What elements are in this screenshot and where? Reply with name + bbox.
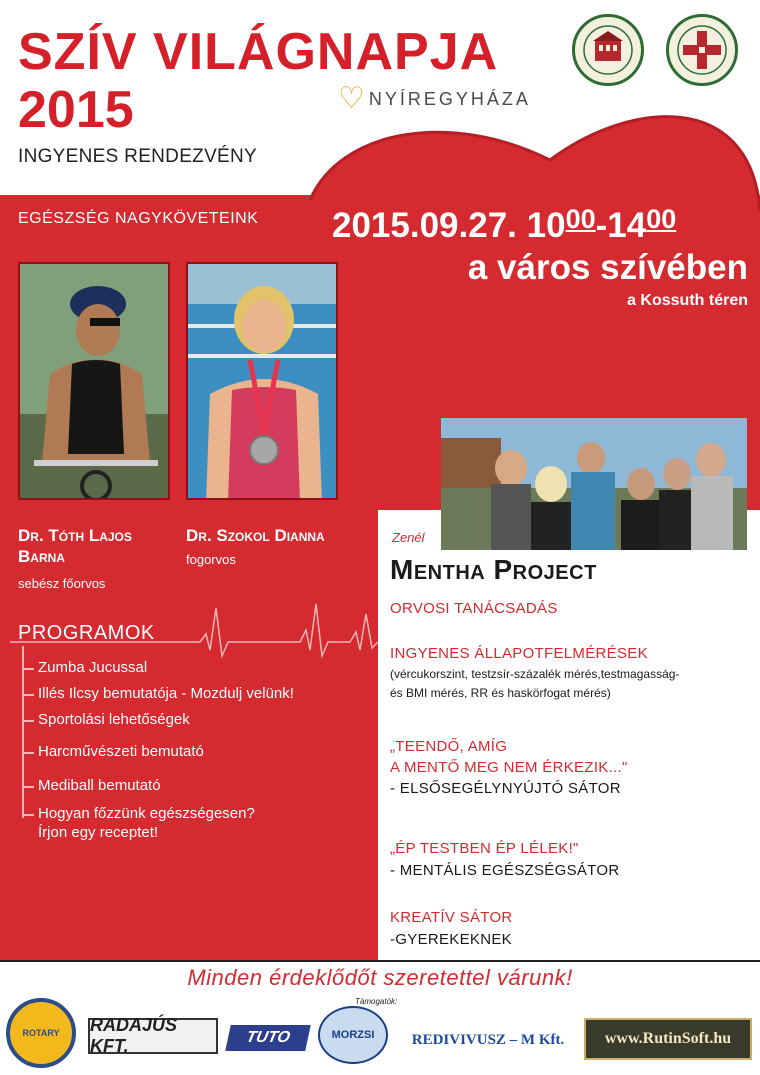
event-end-hour: 14 xyxy=(607,206,647,245)
hospital-cross-seal-icon xyxy=(666,14,738,86)
rotary-logo-icon: ROTARY xyxy=(6,998,76,1068)
service-first-aid-quote: A MENTŐ MEG NEM ÉRKEZIK..." xyxy=(390,759,628,776)
event-time-sep: - xyxy=(595,206,608,245)
service-first-aid-quote: „TEENDŐ, AMÍG xyxy=(390,738,508,755)
poster-year: 2015 xyxy=(18,81,134,139)
program-item: Sportolási lehetőségek xyxy=(22,711,190,728)
band-name: Mentha Project xyxy=(390,554,597,585)
rutinsoft-logo-icon: www.RutinSoft.hu xyxy=(584,1018,752,1060)
doctor-1-name: Dr. Tóth Lajos Barna xyxy=(18,526,132,567)
program-item: Hogyan főzzünk egészségesen? xyxy=(22,805,255,822)
supporters-label: Támogatók: xyxy=(355,997,398,1006)
program-item: Harcművészeti bemutató xyxy=(22,743,204,760)
music-label: Zenél xyxy=(392,530,425,545)
event-date-time xyxy=(332,206,676,243)
doctor-1-role: sebész főorvos xyxy=(18,576,106,591)
county-hospital-seal-icon xyxy=(572,14,644,86)
doctor-2-name: Dr. Szokol Dianna xyxy=(186,526,325,545)
morzsi-logo-icon: MORZSI xyxy=(318,1006,388,1064)
service-consulting: ORVOSI TANÁCSADÁS xyxy=(390,600,558,617)
program-item-continued: Írjon egy receptet! xyxy=(38,824,159,841)
event-place: a város szívében xyxy=(467,248,748,287)
program-item: Mediball bemutató xyxy=(22,777,161,794)
program-item: Illés Ilcsy bemutatója - Mozdulj velünk! xyxy=(22,685,294,702)
free-event-label: INGYENES RENDEZVÉNY xyxy=(18,146,258,167)
service-assessment-detail: (vércukorszint, testzsír-százalék mérés,testmagasság- xyxy=(390,667,680,681)
radajus-logo-icon: RADAJÚS KFT. xyxy=(88,1018,218,1054)
service-mental-tent: - MENTÁLIS EGÉSZSÉGSÁTOR xyxy=(390,862,620,879)
programs-heading: PROGRAMOK xyxy=(18,622,155,644)
tuto-logo-icon: TUTO xyxy=(225,1025,311,1051)
event-date: 2015.09.27. xyxy=(332,206,517,245)
event-start-hour: 10 xyxy=(526,206,566,245)
welcome-message: Minden érdeklődőt szeretettel várunk! xyxy=(187,965,573,990)
footer-divider xyxy=(0,960,760,962)
service-creative-title: KREATÍV SÁTOR xyxy=(390,909,513,926)
service-first-aid-tent: - ELSŐSEGÉLYNYÚJTÓ SÁTOR xyxy=(390,780,621,797)
band-photo xyxy=(441,418,747,550)
city-name: NYÍREGYHÁZA xyxy=(368,88,531,109)
service-assessment-title: INGYENES ÁLLAPOTFELMÉRÉSEK xyxy=(390,645,648,662)
event-start-min: 00 xyxy=(565,204,596,234)
city-heart-icon: ♡ xyxy=(338,82,365,115)
event-end-min: 00 xyxy=(646,204,677,234)
redivivusz-logo-icon: REDIVIVUSZ – M Kft. xyxy=(411,1031,565,1048)
service-mental-quote: „ÉP TESTBEN ÉP LÉLEK!" xyxy=(390,840,579,857)
event-place-detail: a Kossuth téren xyxy=(627,292,748,309)
doctor-2-role: fogorvos xyxy=(186,552,236,567)
service-assessment-detail: és BMI mérés, RR és haskörfogat mérés) xyxy=(390,686,611,700)
doctor-photo-cyclist xyxy=(18,262,170,500)
ambassadors-heading: EGÉSZSÉG NAGYKÖVETEINK xyxy=(18,210,259,227)
service-creative-target: -GYEREKEKNEK xyxy=(390,931,512,948)
program-item: Zumba Jucussal xyxy=(22,659,147,676)
poster-title: SZÍV VILÁGNAPJA xyxy=(18,23,499,81)
doctor-photo-swimmer xyxy=(186,262,338,500)
